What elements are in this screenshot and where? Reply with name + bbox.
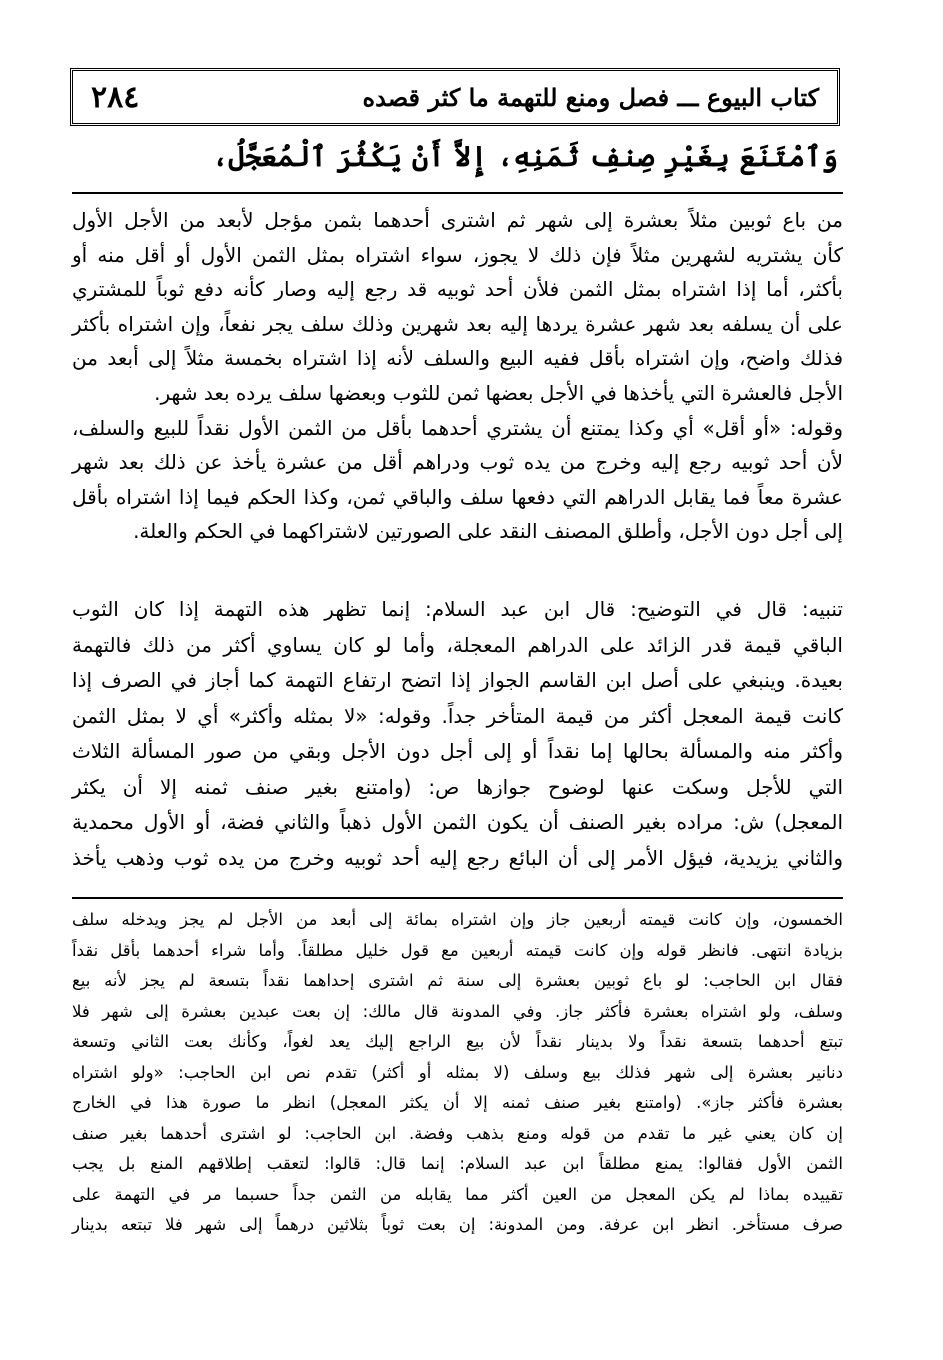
footnote-line: تقييده بماذا لم يكن المعجل من العين أكثر مما يقابله من الثمن جداً حسبما مر في التهمة على (72, 1184, 843, 1204)
commentary-line: فذلك واضح، وإن اشتراه بأقل ففيه البيع والسلف لأنه إذا اشتراه بخمسة مثلاً إلى أبعد من (72, 346, 843, 371)
commentary-line: على أن يسلفه بعد شهر عشرة يردها إليه بعد شهرين وذلك سلف يجر نفعاً، وإن اشتراه بأكثر (72, 311, 843, 336)
top-divider (72, 192, 843, 194)
footnote-divider (72, 897, 843, 899)
footnote-line: الثمن الأول فقالوا: يمنع مطلقاً ابن عبد السلام: إنما قال: قالوا: لتعقب إطلاقهم المنع بل يجب (72, 1154, 843, 1173)
page-header (70, 68, 840, 126)
tanbih-line: بعيدة. وينبغي على أصل ابن القاسم الجواز إذا اتضح ارتفاع التهمة كما أجاز في الصرف إذا (72, 668, 843, 692)
commentary-line: كأن يشتريه لشهرين مثلاً فإن ذلك لا يجوز، سواء اشتراه بمثل الثمن الأول أو أقل منه أو (72, 242, 843, 267)
tanbih-line: تنبيه: قال في التوضيح: قال ابن عبد السلام: إنما تظهر هذه التهمة إذا كان الثوب (72, 597, 843, 621)
footnotes-block (72, 905, 843, 1241)
tanbih-line: وأكثر منه والمسألة بحالها إما نقداً أو إلى أجل دون الأجل وبقي من صور المسألة الثلاث (72, 739, 843, 763)
footnote-line: وسلف، ولو اشتراه بعشرة فأكثر جاز. وفي المدونة قال مالك: إن بعت عبدين بعشرة إلى شهر فلا (72, 1001, 843, 1021)
page-number: ٢٨٤ (91, 79, 140, 115)
commentary-block (72, 203, 843, 549)
footnote-line: تبتع أحدهما بتسعة نقداً ولا بدينار نقداً لأن بيع الراجع إليك يعد لغواً، وكأنك بعت الثاني وتسعة (72, 1032, 843, 1051)
tanbih-block (72, 592, 843, 876)
running-title: كتاب البيوع ـــ فصل ومنع للتهمة ما كثر قصده (362, 82, 819, 112)
tanbih-line: الباقي قيمة قدر الزائد على الدراهم المعجلة، وأما لو كان يساوي أكثر من ذلك فالتهمة (72, 632, 843, 657)
commentary-line: الأجل فالعشرة التي يأخذها في الأجل بعضها ثمن للثوب وبعضها سلف يرده بعد شهر. (154, 380, 843, 405)
main-text-line: وَٱمْتَنَعَ بِغَيْرِ صِنفِ ثَمَنِهِ، إِلاَّ أَنْ يَكْثُرَ ٱلْمُعَجَّلُ، (211, 140, 838, 173)
footnote-line: دنانير بعشرة إلى شهر فذلك بيع وسلف (لا بمثله أو أكثر) تقدم نص ابن الحاجب: «ولو اشتراه (72, 1062, 843, 1082)
commentary-line: وقوله: «أو أقل» أي وكذا يمتنع أن يشتري أحدهما بأقل من الثمن الأول نقداً للبيع والسلف، (72, 415, 843, 440)
footnote-line: إن كان يعني غير ما تقدم من قوله ومنع بذهب وفضة. ابن الحاجب: لو اشترى أحدهما بغير صنف (72, 1123, 843, 1143)
tanbih-line: المعجل) ش: مراده بغير الصنف أن يكون الثمن الأول ذهباً والثاني فضة، أو الأول محمدية (72, 810, 843, 834)
tanbih-line: والثاني يزيدية، فيؤل الأمر إلى أن البائع رجع إليه أحد ثوبيه وخرج من يده ثوب وذهب يأخذ (72, 845, 843, 870)
commentary-line: عشرة معاً فما يقابل الدراهم التي دفعها سلف والباقي ثمن، وكذا الحكم فيما إذا اشتراه بأقل (72, 484, 843, 509)
commentary-line: إلى أجل دون الأجل، وأطلق المصنف النقد على الصورتين لاشتراكهما في الحكم والعلة. (133, 519, 843, 544)
commentary-line: بأكثر، أما إذا اشتراه بمثل الثمن فلأن أحد ثوبيه قد رجع إليه وصار كأنه دفع ثوباً للمشتري (72, 277, 843, 302)
footnote-line: بعشرة فأكثر جاز». (وامتنع بغير صنف ثمنه إلا أن يكثر المعجل) انظر ما صورة هذا في الخارج (72, 1093, 843, 1112)
commentary-line: لأن أحد ثوبيه رجع إليه وخرج من يده ثوب ودراهم أقل من عشرة يأخذ عن ذلك بعد شهر (72, 450, 843, 475)
footnote-line: صرف مستأخر. انظر ابن عرفة. ومن المدونة: إن بعت ثوباً بثلاثين درهماً إلى شهر فلا تبتعه بدينار (72, 1215, 843, 1234)
tanbih-line: كانت قيمة المعجل أكثر من قيمة المتأخر جداً. وقوله: «لا بمثله وأكثر» أي لا بمثل الثمن (72, 703, 843, 728)
commentary-line: من باع ثوبين مثلاً بعشرة إلى شهر ثم اشترى أحدهما بثمن مؤجل لأبعد من الأجل الأول (72, 208, 843, 232)
footnote-line: بزيادة انتهى. فانظر قوله وإن كانت قيمته أربعين مع قول خليل مطلقاً. وأما شراء أحدهما بأقل نقداً (72, 940, 843, 960)
tanbih-line: التي للأجل وسكت عنها لوضوح جوازها ص: (وامتنع بغير صنف ثمنه إلا أن يكثر (72, 774, 843, 799)
footnote-line: فقال ابن الحاجب: لو باع ثوبين بعشرة إلى سنة ثم اشترى إحداهما نقداً بتسعة لم يجز لأنه بيع (72, 971, 843, 990)
footnote-line: الخمسون، وإن كانت قيمته أربعين جاز وإن اشتراه بمائة إلى أبعد من الأجل لم يجز ويدخله سلف (72, 910, 843, 929)
